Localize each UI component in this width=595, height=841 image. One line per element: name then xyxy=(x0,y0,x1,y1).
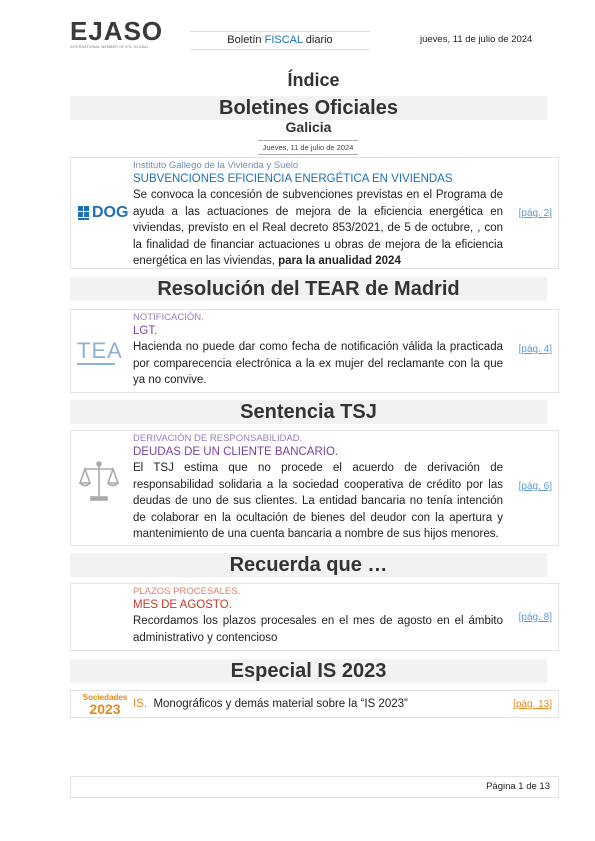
entry-headline: LGT. xyxy=(133,325,158,337)
sociedades-label: Sociedades xyxy=(82,693,128,702)
logo-text: EJASO xyxy=(70,16,164,46)
entry-paragraph-text: Se convoca la concesión de subvenciones previstas en el Programa de ayuda a las actuaciones de mejora de la eficiencia energética en viviendas, previsto en el Real decreto 853/2021, de 5 de octubre, , con la finalidad de financiar actuaciones u obras de mejora de la eficiencia energética en las viviendas, xyxy=(133,189,503,267)
page-ref-link[interactable]: [pág. 2] xyxy=(518,208,552,219)
page-ref-link[interactable]: [pág. 6] xyxy=(518,481,552,492)
entry-kicker: PLAZOS PROCESALES. xyxy=(133,586,241,597)
entry-body xyxy=(133,586,503,646)
bulletin-prefix: Boletín xyxy=(227,34,265,46)
page-ref-4[interactable] xyxy=(519,344,552,355)
index-title: Índice xyxy=(287,70,340,90)
scales-icon xyxy=(77,459,121,503)
page-ref-link[interactable]: [pág. 8] xyxy=(518,612,552,623)
bulletin-title xyxy=(190,31,370,50)
page-ref-link[interactable]: [pág. 13] xyxy=(513,699,552,710)
year-label: 2023 xyxy=(89,701,121,717)
entry-paragraph-bold: para la anualidad 2024 xyxy=(278,255,401,267)
entry-paragraph: Recordamos los plazos procesales en el mes de agosto en el ámbito administrativo y contencioso xyxy=(133,615,503,644)
sociedades-2023-icon xyxy=(79,693,131,717)
page-ref-8[interactable] xyxy=(519,612,552,623)
bulletin-highlight: FISCAL xyxy=(264,34,303,46)
entry-card-tsj xyxy=(70,430,559,546)
page-footer xyxy=(70,776,559,798)
entry-kicker: Instituto Gallego de la Vivienda y Suelo xyxy=(133,160,299,171)
entry-headline: DEUDAS DE UN CLIENTE BANCARIO. xyxy=(133,446,339,458)
section-title-recuerda: Recuerda que … xyxy=(70,553,547,577)
page-ref-6[interactable] xyxy=(519,481,552,492)
ejaso-logo xyxy=(70,16,164,49)
entry-paragraph xyxy=(133,187,503,270)
section-title-especial: Especial IS 2023 xyxy=(70,659,547,683)
entry-kicker: DERIVACIÓN DE RESPONSABILIDAD. xyxy=(133,433,303,444)
dog-logo-icon xyxy=(77,204,127,222)
section-title-tsj: Sentencia TSJ xyxy=(70,400,547,424)
entry-card-recuerda xyxy=(70,583,559,651)
entry-body xyxy=(133,697,503,711)
entry-card-tear xyxy=(70,309,559,393)
tea-logo-text: TEA xyxy=(77,338,123,363)
entry-card-especial xyxy=(70,690,559,718)
entry-tag: IS. xyxy=(133,698,148,710)
bulletin-suffix: diario xyxy=(302,34,333,46)
date-pill: Jueves, 11 de julio de 2024 xyxy=(258,140,358,155)
entry-card-dog xyxy=(70,157,559,269)
page-ref-2[interactable] xyxy=(519,208,552,219)
entry-headline: SUBVENCIONES EFICIENCIA ENERGÉTICA EN VIVIENDAS xyxy=(133,173,453,185)
entry-body xyxy=(133,312,503,389)
header-date: jueves, 11 de julio de 2024 xyxy=(420,34,533,45)
tea-logo-icon xyxy=(77,340,121,366)
entry-text: Monográficos y demás material sobre la “IS 2023” xyxy=(153,698,408,710)
section-subtitle-galicia: Galicia xyxy=(285,119,332,135)
entry-paragraph: Hacienda no puede dar como fecha de notificación válida la practicada por comparecencia electrónica a la ex mujer del reclamante con la que ya no convive. xyxy=(133,341,503,386)
page-ref-link[interactable]: [pág. 4] xyxy=(518,344,552,355)
section-title-tear: Resolución del TEAR de Madrid xyxy=(70,277,547,301)
page-ref-13[interactable] xyxy=(513,699,552,710)
entry-paragraph: El TSJ estima que no procede el acuerdo de derivación de responsabilidad solidaria a la sociedad cooperativa de crédito por las deudas de uno de sus clientes. La entidad bancaria no tenía intención de colaborar en la ocultación de bienes del deudor con la apertura y mantenimiento de una cuenta bancaria a nombre de sus hijos menores. xyxy=(133,462,503,540)
entry-body xyxy=(133,160,503,270)
entry-headline: MES DE AGOSTO. xyxy=(133,599,232,611)
section-title-boletines: Boletines Oficiales xyxy=(70,96,547,120)
page-number: Página 1 de 13 xyxy=(486,781,550,792)
dog-logo-text: DOG xyxy=(92,204,129,221)
logo-subtext: INTERNATIONAL MEMBER OF ETL GLOBAL xyxy=(70,45,149,49)
entry-kicker: NOTIFICACIÓN. xyxy=(133,312,204,323)
entry-body xyxy=(133,433,503,543)
